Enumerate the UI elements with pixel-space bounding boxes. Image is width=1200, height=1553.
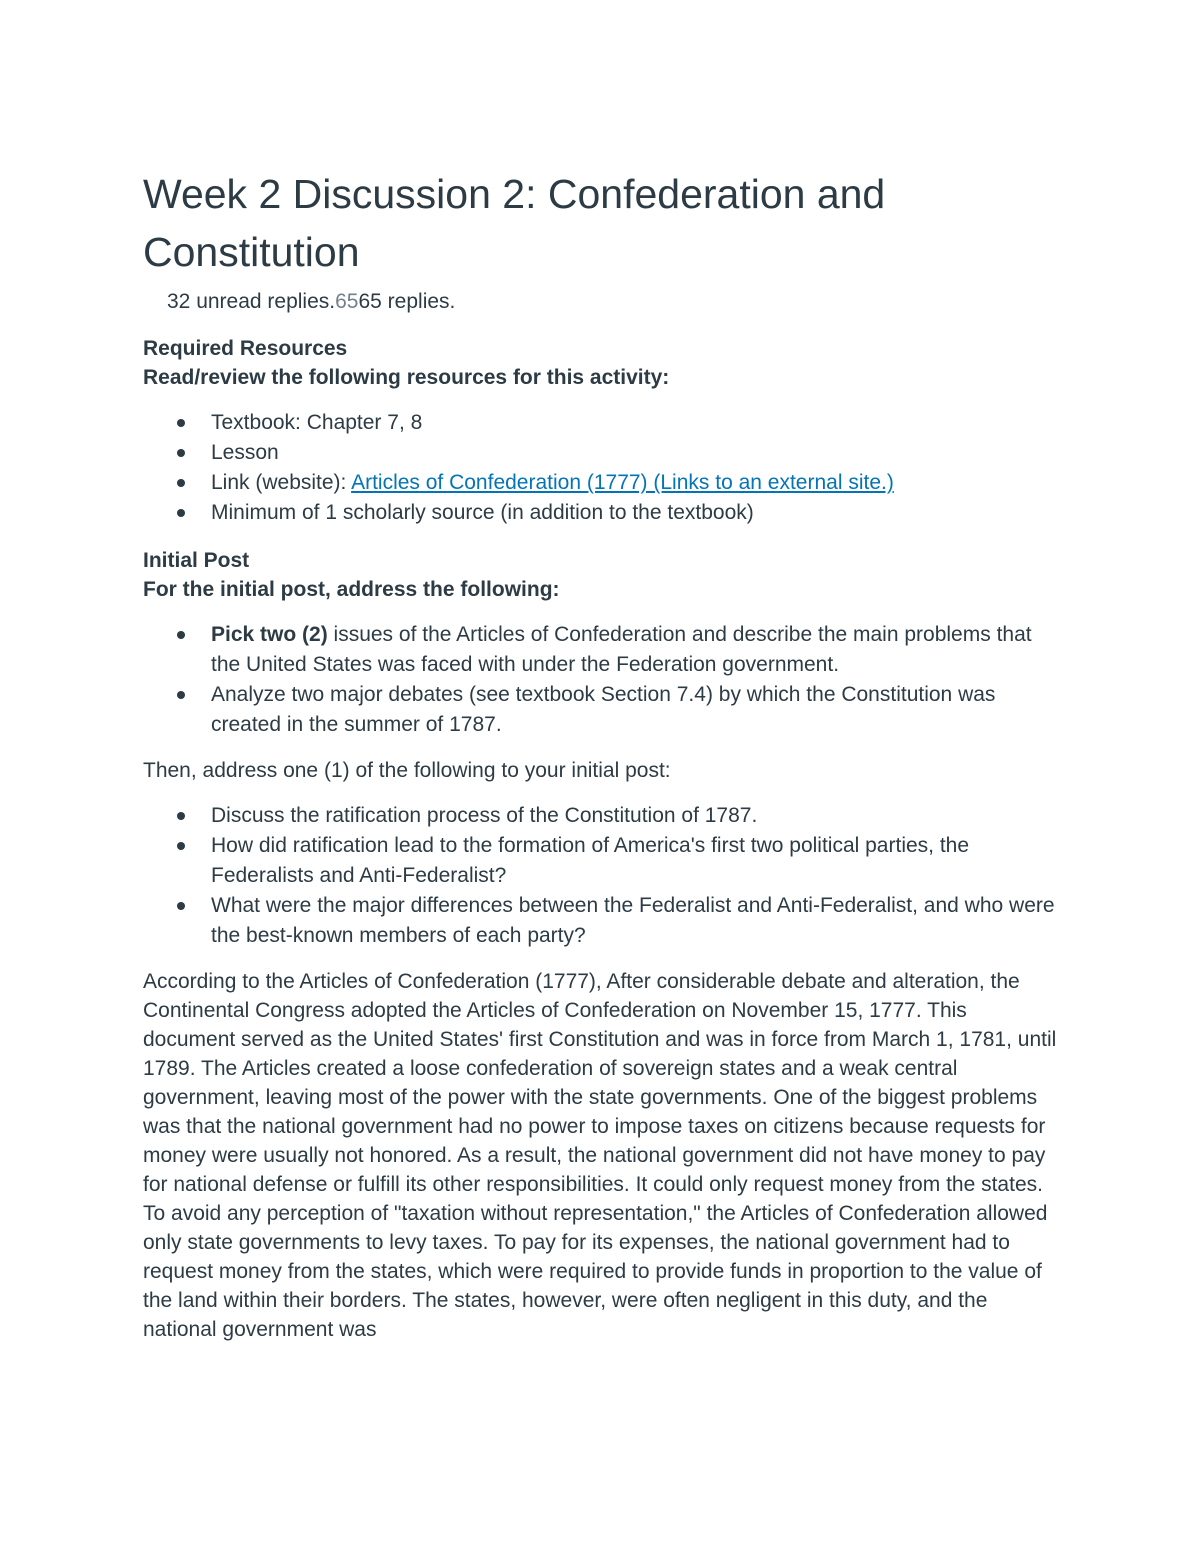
list-item xyxy=(143,891,1063,951)
page-title: Week 2 Discussion 2: Confederation and Constitution xyxy=(143,171,886,275)
list-item-text: Link (website): xyxy=(211,471,352,494)
list-item-text: Lesson xyxy=(211,441,279,464)
emphasis-text: Pick two (2) xyxy=(211,623,328,646)
list-item-text: Discuss the ratification process of the Constitution of 1787. xyxy=(211,804,758,827)
bullet-icon xyxy=(177,691,185,699)
bullet-icon xyxy=(177,902,185,910)
list-item xyxy=(143,620,1063,680)
articles-of-confederation-link[interactable]: Articles of Confederation (1777) (Links to an external site.) xyxy=(351,471,894,494)
document-page xyxy=(143,165,1063,1344)
bullet-icon xyxy=(177,631,185,639)
initial-post-heading: Initial Post xyxy=(143,549,250,572)
initial-post-list xyxy=(143,620,1063,740)
list-item-text: What were the major differences between the Federalist and Anti-Federalist, and who were the best-known members of each party? xyxy=(211,894,1055,947)
list-item-text: issues of the Articles of Confederation and describe the main problems that the United States was faced with under the Federation government. xyxy=(211,623,1032,676)
list-item-text: Textbook: Chapter 7, 8 xyxy=(211,411,423,434)
list-item-text: How did ratification lead to the formation of America's first two political parties, the Federalists and Anti-Federalist? xyxy=(211,834,970,887)
list-item xyxy=(143,801,1063,831)
list-item xyxy=(143,498,1063,528)
list-item xyxy=(143,680,1063,740)
then-intro: Then, address one (1) of the following to your initial post: xyxy=(143,759,671,782)
reply-count xyxy=(167,288,1063,316)
initial-post-subheading: For the initial post, address the following: xyxy=(143,578,560,601)
required-resources-subheading: Read/review the following resources for this activity: xyxy=(143,366,670,389)
resources-list xyxy=(143,408,1063,528)
required-resources-heading: Required Resources xyxy=(143,337,348,360)
bullet-icon xyxy=(177,509,185,517)
list-item xyxy=(143,408,1063,438)
bullet-icon xyxy=(177,449,185,457)
list-item xyxy=(143,468,1063,498)
unread-replies: 32 unread replies. xyxy=(167,290,336,313)
bullet-icon xyxy=(177,842,185,850)
list-item xyxy=(143,438,1063,468)
then-list xyxy=(143,801,1063,951)
bullet-icon xyxy=(177,419,185,427)
bullet-icon xyxy=(177,479,185,487)
list-item xyxy=(143,831,1063,891)
list-item-text: Analyze two major debates (see textbook Section 7.4) by which the Constitution was created in the summer of 1787. xyxy=(211,683,996,736)
total-replies-count-a: 65 xyxy=(335,290,359,313)
response-paragraph: According to the Articles of Confederation (1777), After considerable debate and alteration, the Continental Congress adopted the Articles of Confederation on November 15, 1777. This document served as the United States' first Constitution and was in force from March 1, 1781, until 1789. The Articles created a loose confederation of sovereign states and a weak central government, leaving most of the power with the state governments. One of the biggest problems was that the national government had no power to impose taxes on citizens because requests for money were usually not honored. As a result, the national government did not have money to pay for national defense or fulfill its other responsibilities. It could only request money from the states. To avoid any perception of "taxation without representation," the Articles of Confederation allowed only state governments to levy taxes. To pay for its expenses, the national government had to request money from the states, which were required to provide funds in proportion to the value of the land within their borders. The states, however, were often negligent in this duty, and the national government was xyxy=(143,970,1057,1341)
list-item-text: Minimum of 1 scholarly source (in addition to the textbook) xyxy=(211,501,754,524)
total-replies-count-b: 65 xyxy=(358,290,382,313)
bullet-icon xyxy=(177,812,185,820)
total-replies-suffix: replies. xyxy=(381,290,456,313)
